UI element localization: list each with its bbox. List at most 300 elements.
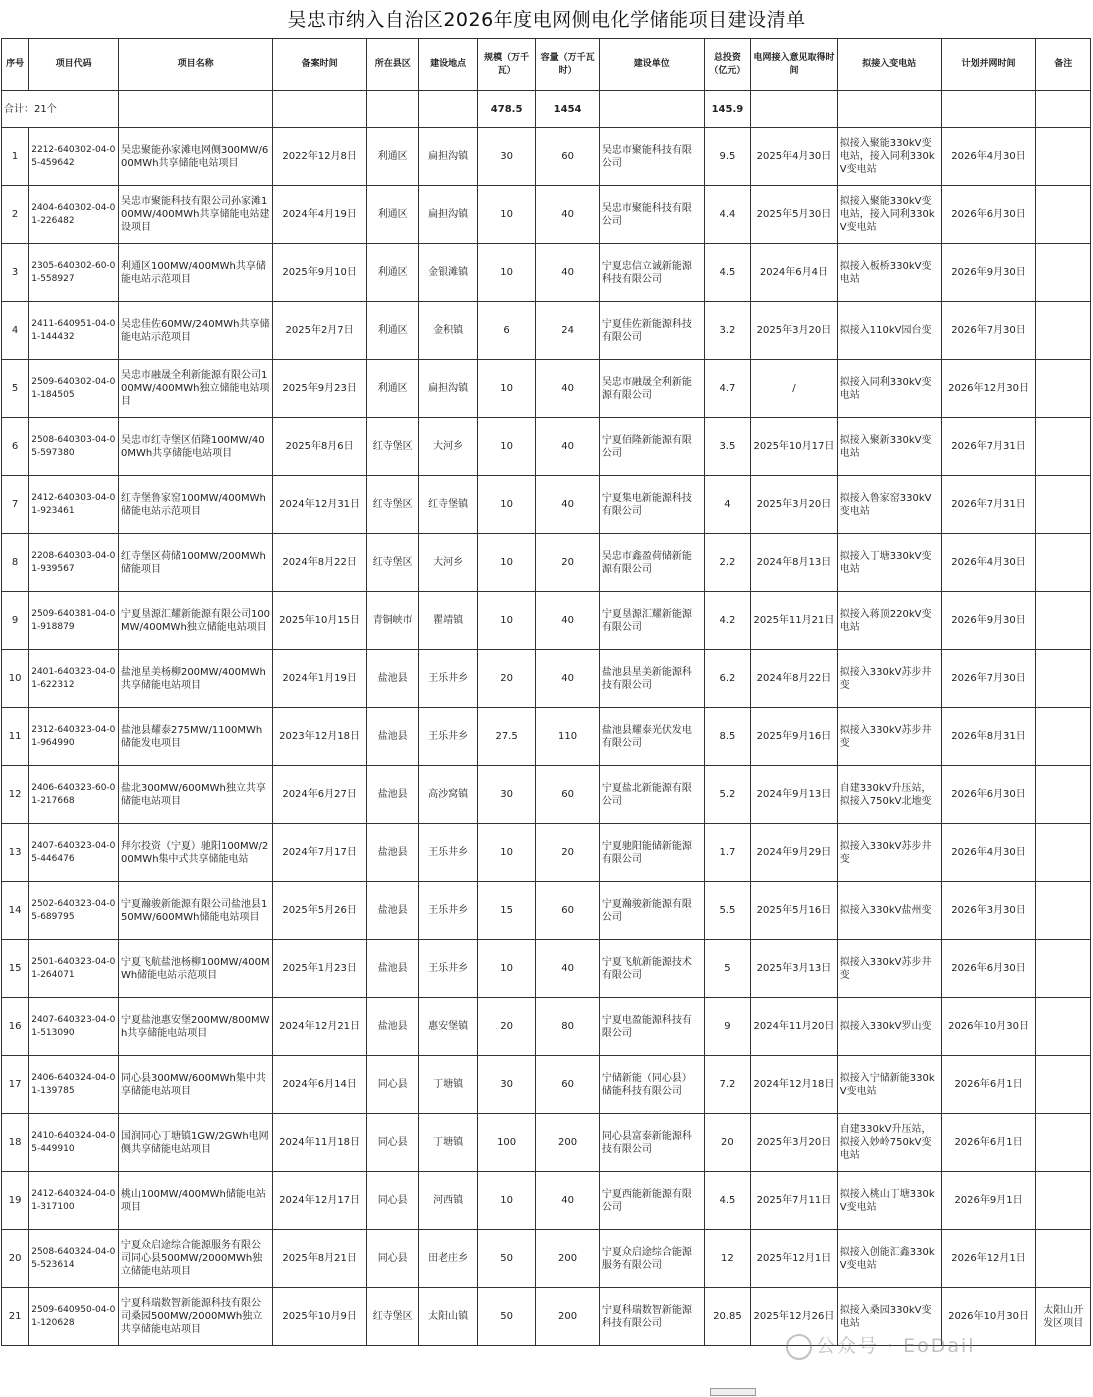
- cell-substation: 自建330kV升压站，拟接入750kV北地变: [837, 766, 941, 824]
- cell-grid-opinion-date: 2025年9月16日: [751, 708, 838, 766]
- cell-capacity: 40: [536, 186, 600, 244]
- cell-remarks: [1036, 186, 1091, 244]
- cell-county: 青铜峡市: [366, 592, 418, 650]
- cell-remarks: [1036, 1230, 1091, 1288]
- cell-substation: 拟接入330kV苏步井变: [837, 940, 941, 998]
- cell-county: 同心县: [366, 1230, 418, 1288]
- cell-builder: 宁夏集电新能源科技有限公司: [599, 476, 704, 534]
- cell-substation: 拟接入桃山丁塘330kV变电站: [837, 1172, 941, 1230]
- cell-substation: 自建330kV升压站，拟接入妙岭750kV变电站: [837, 1114, 941, 1172]
- cell-grid-date: 2026年3月30日: [941, 882, 1036, 940]
- cell-grid-date: 2026年7月30日: [941, 302, 1036, 360]
- cell-remarks: [1036, 244, 1091, 302]
- cell-location: 王乐井乡: [419, 824, 477, 882]
- cell-county: 盐池县: [366, 766, 418, 824]
- cell-grid-opinion-date: 2024年6月4日: [751, 244, 838, 302]
- cell-county: 盐池县: [366, 824, 418, 882]
- cell-investment: 8.5: [704, 708, 750, 766]
- cell-capacity: 40: [536, 592, 600, 650]
- cell-grid-opinion-date: 2024年12月18日: [751, 1056, 838, 1114]
- cell-county: 利通区: [366, 360, 418, 418]
- cell-project-name: 宁夏盐池惠安堡200MW/800MWh共享储能电站项目: [118, 998, 272, 1056]
- cell-index: 3: [2, 244, 29, 302]
- cell-county: 红寺堡区: [366, 1288, 418, 1346]
- cell-project-name: 宁夏飞航盐池杨柳100MW/400MWh储能电站示范项目: [118, 940, 272, 998]
- cell-remarks: [1036, 882, 1091, 940]
- cell-builder: 盐池县星美新能源科技有限公司: [599, 650, 704, 708]
- cell-grid-date: 2026年6月30日: [941, 186, 1036, 244]
- cell-project-name: 吴忠市红寺堡区佰隆100MW/400MWh共享储能电站项目: [118, 418, 272, 476]
- cell-grid-date: 2026年6月1日: [941, 1114, 1036, 1172]
- cell-index: 2: [2, 186, 29, 244]
- total-investment: 145.9: [704, 91, 750, 128]
- cell-capacity: 200: [536, 1230, 600, 1288]
- header-substation: 拟接入变电站: [837, 39, 941, 91]
- cell-substation: 拟接入宁储新能330kV变电站: [837, 1056, 941, 1114]
- cell-grid-date: 2026年7月31日: [941, 476, 1036, 534]
- cell-builder: 宁夏科瑞数智新能源科技有限公司: [599, 1288, 704, 1346]
- cell-substation: 拟接入330kV罗山变: [837, 998, 941, 1056]
- cell-project-name: 盐池县耀泰275MW/1100MWh储能发电项目: [118, 708, 272, 766]
- cell-project-code: 2509-640950-04-01-120628: [29, 1288, 119, 1346]
- cell-grid-opinion-date: 2025年3月13日: [751, 940, 838, 998]
- cell-location: 惠安堡镇: [419, 998, 477, 1056]
- cell-substation: 拟接入蒋顶220kV变电站: [837, 592, 941, 650]
- cell-scale: 27.5: [477, 708, 535, 766]
- cell-county: 盐池县: [366, 940, 418, 998]
- cell-builder: 宁夏佳佐新能源科技有限公司: [599, 302, 704, 360]
- cell-county: 利通区: [366, 244, 418, 302]
- cell-investment: 4.4: [704, 186, 750, 244]
- cell-substation: 拟接入聚能330kV变电站，接入同利330kV变电站: [837, 186, 941, 244]
- cell-project-name: 宁夏科瑞数智新能源科技有限公司桑园500MW/2000MWh独立共享储能电站项目: [118, 1288, 272, 1346]
- cell-project-name: 宁夏瀚骏新能源有限公司盐池县150MW/600MWh储能电站项目: [118, 882, 272, 940]
- table-row: [2, 708, 1091, 766]
- table-row: [2, 1114, 1091, 1172]
- header-project-code: 项目代码: [29, 39, 119, 91]
- cell-index: 17: [2, 1056, 29, 1114]
- cell-filing-date: 2025年9月10日: [273, 244, 367, 302]
- cell-remarks: [1036, 302, 1091, 360]
- cell-scale: 10: [477, 186, 535, 244]
- cell-substation: 拟接入110kV园台变: [837, 302, 941, 360]
- cell-county: 同心县: [366, 1114, 418, 1172]
- cell-project-name: 宁夏众启途综合能源服务有限公司同心县500MW/2000MWh独立储能电站项目: [118, 1230, 272, 1288]
- cell-builder: 宁夏垦源汇耀新能源有限公司: [599, 592, 704, 650]
- cell-grid-opinion-date: 2024年11月20日: [751, 998, 838, 1056]
- table-row: [2, 360, 1091, 418]
- cell-substation: 拟接入丁塘330kV变电站: [837, 534, 941, 592]
- cell-grid-date: 2026年7月30日: [941, 650, 1036, 708]
- cell-project-code: 2501-640323-04-01-264071: [29, 940, 119, 998]
- cell-index: 7: [2, 476, 29, 534]
- cell-remarks: [1036, 708, 1091, 766]
- cell-location: 扁担沟镇: [419, 186, 477, 244]
- cell-grid-opinion-date: 2025年4月30日: [751, 128, 838, 186]
- cell-location: 扁担沟镇: [419, 360, 477, 418]
- cell-capacity: 200: [536, 1288, 600, 1346]
- cell-scale: 15: [477, 882, 535, 940]
- cell-grid-opinion-date: 2025年10月17日: [751, 418, 838, 476]
- table-row: [2, 1172, 1091, 1230]
- cell-investment: 12: [704, 1230, 750, 1288]
- cell-grid-date: 2026年4月30日: [941, 534, 1036, 592]
- cell-capacity: 40: [536, 650, 600, 708]
- cell-project-name: 同心县300MW/600MWh集中共享储能电站项目: [118, 1056, 272, 1114]
- cell-location: 大河乡: [419, 418, 477, 476]
- cell-grid-date: 2026年6月30日: [941, 940, 1036, 998]
- cell-substation: 拟接入330kV苏步井变: [837, 708, 941, 766]
- cell-grid-date: 2026年10月30日: [941, 998, 1036, 1056]
- table-row: [2, 940, 1091, 998]
- total-row: [2, 91, 1091, 128]
- cell-grid-opinion-date: 2024年8月13日: [751, 534, 838, 592]
- cell-index: 19: [2, 1172, 29, 1230]
- cell-scale: 10: [477, 244, 535, 302]
- cell-project-name: 利通区100MW/400MWh共享储能电站示范项目: [118, 244, 272, 302]
- table-row: [2, 186, 1091, 244]
- total-scale: 478.5: [477, 91, 535, 128]
- cell-capacity: 80: [536, 998, 600, 1056]
- cell-grid-opinion-date: 2025年12月1日: [751, 1230, 838, 1288]
- cell-grid-opinion-date: 2025年3月20日: [751, 476, 838, 534]
- watermark: 公众号 · EoDail: [786, 1331, 976, 1360]
- cell-capacity: 20: [536, 824, 600, 882]
- table-row: [2, 476, 1091, 534]
- cell-substation: 拟接入同利330kV变电站: [837, 360, 941, 418]
- cell-county: 盐池县: [366, 882, 418, 940]
- cell-index: 13: [2, 824, 29, 882]
- cell-substation: 拟接入330kV苏步井变: [837, 824, 941, 882]
- cell-filing-date: 2023年12月18日: [273, 708, 367, 766]
- cell-remarks: [1036, 766, 1091, 824]
- cell-project-code: 2406-640324-04-01-139785: [29, 1056, 119, 1114]
- cell-builder: 盐池县耀泰光伏发电有限公司: [599, 708, 704, 766]
- cell-scale: 10: [477, 418, 535, 476]
- project-table: [1, 38, 1091, 1346]
- cell-filing-date: 2024年11月18日: [273, 1114, 367, 1172]
- cell-location: 田老庄乡: [419, 1230, 477, 1288]
- cell-investment: 6.2: [704, 650, 750, 708]
- cell-project-code: 2502-640323-04-05-689795: [29, 882, 119, 940]
- cell-scale: 30: [477, 766, 535, 824]
- cell-project-name: 盐北300MW/600MWh独立共享储能电站项目: [118, 766, 272, 824]
- table-row: [2, 534, 1091, 592]
- cell-county: 红寺堡区: [366, 534, 418, 592]
- cell-location: 王乐井乡: [419, 882, 477, 940]
- cell-capacity: 40: [536, 1172, 600, 1230]
- table-row: [2, 824, 1091, 882]
- cell-county: 利通区: [366, 186, 418, 244]
- cell-grid-date: 2026年6月30日: [941, 766, 1036, 824]
- cell-remarks: [1036, 824, 1091, 882]
- cell-scale: 50: [477, 1288, 535, 1346]
- cell-filing-date: 2024年6月27日: [273, 766, 367, 824]
- header-project-name: 项目名称: [118, 39, 272, 91]
- cell-investment: 1.7: [704, 824, 750, 882]
- cell-builder: 宁夏盐北新能源有限公司: [599, 766, 704, 824]
- cell-grid-date: 2026年4月30日: [941, 128, 1036, 186]
- cell-project-code: 2212-640302-04-05-459642: [29, 128, 119, 186]
- cell-investment: 9: [704, 998, 750, 1056]
- cell-remarks: [1036, 650, 1091, 708]
- cell-index: 8: [2, 534, 29, 592]
- cell-index: 10: [2, 650, 29, 708]
- cell-grid-opinion-date: 2025年7月11日: [751, 1172, 838, 1230]
- cell-builder: 宁夏驰阳能储新能源有限公司: [599, 824, 704, 882]
- cell-county: 盐池县: [366, 708, 418, 766]
- cell-capacity: 60: [536, 766, 600, 824]
- cell-investment: 3.2: [704, 302, 750, 360]
- horizontal-scrollbar[interactable]: [710, 1388, 756, 1396]
- cell-project-code: 2401-640323-04-01-622312: [29, 650, 119, 708]
- cell-capacity: 200: [536, 1114, 600, 1172]
- total-capacity: 1454: [536, 91, 600, 128]
- header-capacity: 容量（万千瓦时）: [536, 39, 600, 91]
- cell-project-name: 吴忠聚能孙家滩电网侧300MW/600MWh共享储能电站项目: [118, 128, 272, 186]
- cell-project-name: 红寺堡鲁家窑100MW/400MWh储能电站示范项目: [118, 476, 272, 534]
- cell-builder: 吴忠市聚能科技有限公司: [599, 186, 704, 244]
- cell-builder: 宁夏瀚骏新能源有限公司: [599, 882, 704, 940]
- cell-project-code: 2412-640324-04-01-317100: [29, 1172, 119, 1230]
- cell-remarks: [1036, 1172, 1091, 1230]
- cell-project-code: 2305-640302-60-01-558927: [29, 244, 119, 302]
- cell-builder: 宁夏佰隆新能源有限公司: [599, 418, 704, 476]
- header-remarks: 备注: [1036, 39, 1091, 91]
- cell-index: 12: [2, 766, 29, 824]
- cell-capacity: 24: [536, 302, 600, 360]
- cell-grid-opinion-date: 2024年9月13日: [751, 766, 838, 824]
- cell-project-name: 红寺堡区荷储100MW/200MWh储能项目: [118, 534, 272, 592]
- cell-investment: 4.2: [704, 592, 750, 650]
- cell-remarks: [1036, 1056, 1091, 1114]
- cell-project-name: 盐池星美杨柳200MW/400MWh共享储能电站项目: [118, 650, 272, 708]
- cell-project-name: 桃山100MW/400MWh储能电站项目: [118, 1172, 272, 1230]
- header-location: 建设地点: [419, 39, 477, 91]
- cell-grid-date: 2026年6月1日: [941, 1056, 1036, 1114]
- cell-filing-date: 2025年8月6日: [273, 418, 367, 476]
- table-row: [2, 1230, 1091, 1288]
- cell-substation: 拟接入330kV盐州变: [837, 882, 941, 940]
- cell-grid-opinion-date: /: [751, 360, 838, 418]
- cell-scale: 30: [477, 1056, 535, 1114]
- cell-grid-date: 2026年12月1日: [941, 1230, 1036, 1288]
- header-investment: 总投资（亿元）: [704, 39, 750, 91]
- cell-investment: 9.5: [704, 128, 750, 186]
- cell-filing-date: 2025年2月7日: [273, 302, 367, 360]
- cell-project-code: 2410-640324-04-05-449910: [29, 1114, 119, 1172]
- cell-capacity: 40: [536, 476, 600, 534]
- cell-grid-date: 2026年12月30日: [941, 360, 1036, 418]
- cell-investment: 5.5: [704, 882, 750, 940]
- cell-county: 盐池县: [366, 998, 418, 1056]
- cell-remarks: [1036, 940, 1091, 998]
- cell-investment: 20.85: [704, 1288, 750, 1346]
- table-row: [2, 998, 1091, 1056]
- cell-builder: 吴忠市鑫盈荷储新能源有限公司: [599, 534, 704, 592]
- cell-remarks: [1036, 998, 1091, 1056]
- cell-filing-date: 2025年10月9日: [273, 1288, 367, 1346]
- cell-capacity: 20: [536, 534, 600, 592]
- cell-investment: 20: [704, 1114, 750, 1172]
- cell-substation: 拟接入鲁家窑330kV变电站: [837, 476, 941, 534]
- cell-project-name: 拜尔投资（宁夏）驰阳100MW/200MWh集中式共享储能电站: [118, 824, 272, 882]
- cell-project-code: 2404-640302-04-01-226482: [29, 186, 119, 244]
- cell-county: 同心县: [366, 1056, 418, 1114]
- table-row: [2, 592, 1091, 650]
- cell-scale: 50: [477, 1230, 535, 1288]
- cell-index: 9: [2, 592, 29, 650]
- cell-grid-opinion-date: 2025年12月26日: [751, 1288, 838, 1346]
- cell-index: 20: [2, 1230, 29, 1288]
- cell-index: 14: [2, 882, 29, 940]
- cell-builder: 宁夏电盈能源科技有限公司: [599, 998, 704, 1056]
- cell-project-code: 2508-640324-04-05-523614: [29, 1230, 119, 1288]
- cell-index: 21: [2, 1288, 29, 1346]
- cell-substation: 拟接入330kV苏步井变: [837, 650, 941, 708]
- cell-investment: 5.2: [704, 766, 750, 824]
- cell-filing-date: 2024年6月14日: [273, 1056, 367, 1114]
- cell-index: 6: [2, 418, 29, 476]
- cell-project-name: 国润同心丁塘镇1GW/2GWh电网侧共享储能电站项目: [118, 1114, 272, 1172]
- cell-index: 11: [2, 708, 29, 766]
- cell-county: 盐池县: [366, 650, 418, 708]
- cell-project-name: 吴忠市融晟全利新能源有限公司100MW/400MWh独立储能电站项目: [118, 360, 272, 418]
- cell-grid-opinion-date: 2024年9月29日: [751, 824, 838, 882]
- cell-substation: 拟接入聚能330kV变电站，接入同利330kV变电站: [837, 128, 941, 186]
- cell-builder: 宁夏飞航新能源技术有限公司: [599, 940, 704, 998]
- cell-location: 红寺堡镇: [419, 476, 477, 534]
- cell-location: 金积镇: [419, 302, 477, 360]
- cell-investment: 5: [704, 940, 750, 998]
- cell-investment: 4: [704, 476, 750, 534]
- cell-filing-date: 2025年5月26日: [273, 882, 367, 940]
- cell-capacity: 40: [536, 244, 600, 302]
- cell-county: 同心县: [366, 1172, 418, 1230]
- table-row: [2, 418, 1091, 476]
- cell-index: 18: [2, 1114, 29, 1172]
- cell-filing-date: 2024年12月31日: [273, 476, 367, 534]
- cell-capacity: 60: [536, 882, 600, 940]
- cell-grid-date: 2026年10月30日: [941, 1288, 1036, 1346]
- cell-index: 16: [2, 998, 29, 1056]
- cell-location: 瞿靖镇: [419, 592, 477, 650]
- cell-capacity: 40: [536, 360, 600, 418]
- cell-grid-date: 2026年9月30日: [941, 244, 1036, 302]
- header-grid-opinion-date: 电网接入意见取得时间: [751, 39, 838, 91]
- table-row: [2, 1056, 1091, 1114]
- cell-substation: 拟接入创能汇鑫330kV变电站: [837, 1230, 941, 1288]
- cell-investment: 4.5: [704, 1172, 750, 1230]
- cell-capacity: 40: [536, 418, 600, 476]
- cell-scale: 30: [477, 128, 535, 186]
- cell-project-code: 2508-640303-04-05-597380: [29, 418, 119, 476]
- header-filing-date: 备案时间: [273, 39, 367, 91]
- header-county: 所在县区: [366, 39, 418, 91]
- cell-project-code: 2509-640302-04-01-184505: [29, 360, 119, 418]
- cell-project-code: 2509-640381-04-01-918879: [29, 592, 119, 650]
- cell-county: 利通区: [366, 128, 418, 186]
- cell-scale: 10: [477, 1172, 535, 1230]
- cell-grid-opinion-date: 2025年3月20日: [751, 1114, 838, 1172]
- cell-filing-date: 2022年12月8日: [273, 128, 367, 186]
- table-row: [2, 244, 1091, 302]
- cell-index: 5: [2, 360, 29, 418]
- cell-project-code: 2406-640323-60-01-217668: [29, 766, 119, 824]
- cell-location: 王乐井乡: [419, 708, 477, 766]
- cell-capacity: 110: [536, 708, 600, 766]
- cell-builder: 吴忠市融晟全利新能源有限公司: [599, 360, 704, 418]
- cell-remarks: [1036, 1114, 1091, 1172]
- cell-filing-date: 2025年9月23日: [273, 360, 367, 418]
- cell-investment: 7.2: [704, 1056, 750, 1114]
- cell-filing-date: 2025年1月23日: [273, 940, 367, 998]
- header-index: 序号: [2, 39, 29, 91]
- cell-location: 丁塘镇: [419, 1056, 477, 1114]
- table-row: [2, 1288, 1091, 1346]
- cell-grid-date: 2026年9月1日: [941, 1172, 1036, 1230]
- cell-location: 金银滩镇: [419, 244, 477, 302]
- cell-remarks: 太阳山开发区项目: [1036, 1288, 1091, 1346]
- cell-substation: 拟接入板桥330kV变电站: [837, 244, 941, 302]
- cell-grid-date: 2026年4月30日: [941, 824, 1036, 882]
- header-builder: 建设单位: [599, 39, 704, 91]
- cell-location: 高沙窝镇: [419, 766, 477, 824]
- cell-grid-date: 2026年7月31日: [941, 418, 1036, 476]
- cell-investment: 4.7: [704, 360, 750, 418]
- cell-project-code: 2407-640323-04-05-446476: [29, 824, 119, 882]
- cell-grid-opinion-date: 2025年11月21日: [751, 592, 838, 650]
- cell-scale: 10: [477, 360, 535, 418]
- cell-substation: 拟接入桑园330kV变电站: [837, 1288, 941, 1346]
- cell-location: 河西镇: [419, 1172, 477, 1230]
- cell-filing-date: 2024年7月17日: [273, 824, 367, 882]
- cell-grid-opinion-date: 2025年5月30日: [751, 186, 838, 244]
- table-row: [2, 128, 1091, 186]
- cell-scale: 10: [477, 534, 535, 592]
- cell-scale: 10: [477, 476, 535, 534]
- cell-location: 太阳山镇: [419, 1288, 477, 1346]
- cell-grid-date: 2026年9月30日: [941, 592, 1036, 650]
- cell-filing-date: 2024年8月22日: [273, 534, 367, 592]
- cell-location: 王乐井乡: [419, 940, 477, 998]
- cell-remarks: [1036, 592, 1091, 650]
- cell-builder: 同心县富泰新能源科技有限公司: [599, 1114, 704, 1172]
- cell-remarks: [1036, 418, 1091, 476]
- cell-filing-date: 2024年1月19日: [273, 650, 367, 708]
- cell-grid-opinion-date: 2025年3月20日: [751, 302, 838, 360]
- cell-filing-date: 2025年10月15日: [273, 592, 367, 650]
- cell-investment: 2.2: [704, 534, 750, 592]
- cell-county: 红寺堡区: [366, 418, 418, 476]
- cell-project-name: 吴忠佳佐60MW/240MWh共享储能电站示范项目: [118, 302, 272, 360]
- cell-remarks: [1036, 534, 1091, 592]
- cell-investment: 3.5: [704, 418, 750, 476]
- cell-scale: 20: [477, 650, 535, 708]
- cell-location: 扁担沟镇: [419, 128, 477, 186]
- page-title: 吴忠市纳入自治区2026年度电网侧电化学储能项目建设清单: [287, 9, 806, 31]
- cell-project-code: 2411-640951-04-01-144432: [29, 302, 119, 360]
- cell-investment: 4.5: [704, 244, 750, 302]
- table-row: [2, 882, 1091, 940]
- cell-location: 王乐井乡: [419, 650, 477, 708]
- cell-index: 4: [2, 302, 29, 360]
- cell-grid-opinion-date: 2025年5月16日: [751, 882, 838, 940]
- cell-remarks: [1036, 476, 1091, 534]
- cell-capacity: 60: [536, 128, 600, 186]
- cell-scale: 10: [477, 824, 535, 882]
- cell-county: 红寺堡区: [366, 476, 418, 534]
